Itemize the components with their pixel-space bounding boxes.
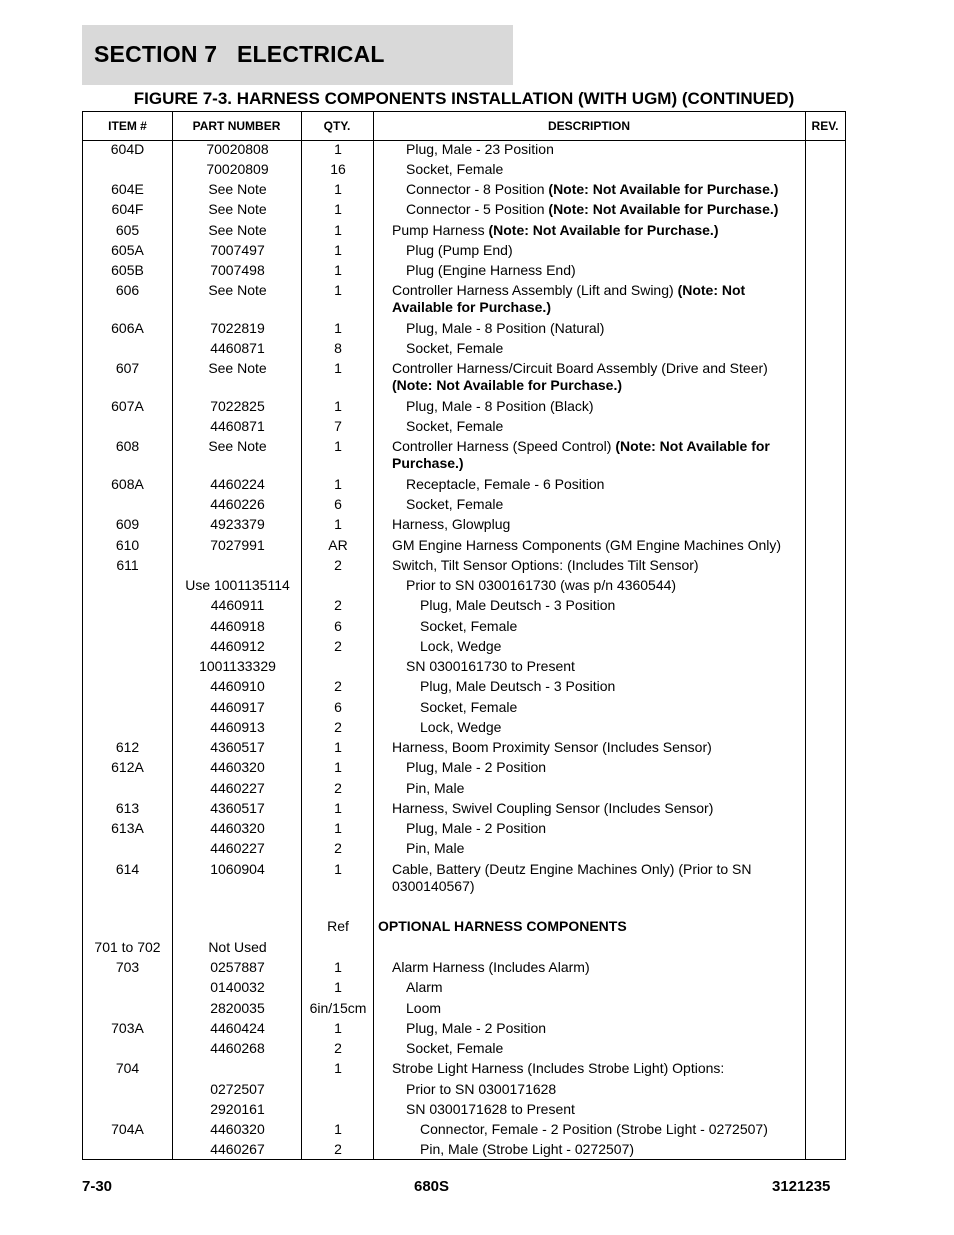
description-text: Socket, Female: [406, 418, 504, 434]
quantity: 1: [334, 1121, 342, 1137]
quantity: 1: [334, 516, 342, 532]
item-number: 703A: [111, 1020, 144, 1036]
quantity: 6: [334, 699, 342, 715]
part-number: Not Used: [208, 939, 267, 955]
description-text: SN 0300171628 to Present: [406, 1101, 575, 1117]
item-number: 701 to 702: [94, 939, 161, 955]
description: [374, 320, 794, 337]
part-number: 2820035: [210, 1000, 265, 1016]
description: [374, 597, 794, 614]
description: [374, 577, 794, 594]
part-number: 4460917: [210, 699, 265, 715]
description: [374, 557, 794, 574]
document-number: 3121235: [772, 1178, 831, 1195]
quantity: 1: [334, 222, 342, 238]
description-note: (Note: Not Available for Purchase.): [548, 201, 779, 217]
quantity: 2: [334, 678, 342, 694]
description-text: Pin, Male (Strobe Light - 0272507): [420, 1141, 635, 1157]
part-number: 1060904: [210, 861, 265, 877]
description: [374, 1040, 794, 1057]
description-text: Prior to SN 0300161730 (was p/n 4360544): [406, 577, 677, 593]
item-number: 704: [115, 1060, 140, 1076]
item-number: 607: [115, 360, 140, 376]
description: [374, 918, 794, 935]
description-text: Receptacle, Female - 6 Position: [406, 476, 605, 492]
quantity: 1: [334, 820, 342, 836]
description-text: Harness, Swivel Coupling Sensor (Includes Sensor): [392, 800, 714, 816]
description-text: Plug (Pump End): [406, 242, 513, 258]
description: [374, 780, 794, 797]
description-text: Harness, Boom Proximity Sensor (Includes Sensor): [392, 739, 712, 755]
part-number: See Note: [208, 222, 267, 238]
quantity: 1: [334, 398, 342, 414]
quantity: 1: [334, 861, 342, 877]
description: [374, 1060, 794, 1077]
quantity: 1: [334, 476, 342, 492]
description: [374, 820, 794, 837]
description-text: Pump Harness: [392, 222, 489, 238]
description-text: Plug, Male - 8 Position (Natural): [406, 320, 605, 336]
item-number: 610: [115, 537, 140, 553]
description: [374, 699, 794, 716]
description: [374, 800, 794, 817]
part-number: 4460871: [210, 418, 265, 434]
section-title: SECTION 7 ELECTRICAL: [94, 41, 385, 67]
description-note: (Note: Not Available for Purchase.): [488, 222, 719, 238]
part-number: 70020809: [206, 161, 269, 177]
quantity: 8: [334, 340, 342, 356]
item-number: 614: [115, 861, 140, 877]
description-text: Loom: [406, 1000, 442, 1016]
part-number: 4460227: [210, 780, 265, 796]
quantity: 2: [334, 557, 342, 573]
description-text: Cable, Battery (Deutz Engine Machines Only) (Prior to SN 0300140567): [392, 861, 752, 894]
part-number: 4460910: [210, 678, 265, 694]
description-text: Connector, Female - 2 Position (Strobe Light - 0272507): [420, 1121, 768, 1137]
quantity: 1: [334, 242, 342, 258]
model-number: 680S: [414, 1178, 450, 1195]
part-number: 4460320: [210, 759, 265, 775]
description: [374, 1000, 794, 1017]
part-number: 7022825: [210, 398, 265, 414]
description-note: (Note: Not Available for Purchase.): [392, 438, 770, 471]
quantity: 6: [334, 618, 342, 634]
description-text: Switch, Tilt Sensor Options: (Includes Tilt Sensor): [392, 557, 699, 573]
part-number: 7027991: [210, 537, 265, 553]
description: [374, 1101, 794, 1118]
part-number: 7007498: [210, 262, 265, 278]
part-number: 0140032: [210, 979, 265, 995]
description: [374, 1081, 794, 1098]
part-number: 4460424: [210, 1020, 265, 1036]
quantity: 2: [334, 1141, 342, 1157]
quantity: 1: [334, 739, 342, 755]
item-number: 612: [115, 739, 140, 755]
parts-table: [82, 111, 846, 1160]
item-number: 604F: [111, 201, 144, 217]
quantity: 2: [334, 638, 342, 654]
item-number: 613A: [111, 820, 144, 836]
description: [374, 222, 794, 239]
description-text: Lock, Wedge: [420, 719, 502, 735]
part-number: 4460912: [210, 638, 265, 654]
item-number: 605A: [111, 242, 144, 258]
page-number: 7-30: [82, 1178, 113, 1195]
description-text: Connector - 8 Position: [406, 181, 549, 197]
quantity: 1: [334, 360, 342, 376]
description: [374, 1141, 794, 1158]
description: [374, 242, 794, 259]
quantity: 1: [334, 438, 342, 454]
description-text: Socket, Female: [406, 496, 504, 512]
section-header: [82, 25, 513, 85]
part-number: See Note: [208, 282, 267, 298]
quantity: 6in/15cm: [309, 1000, 367, 1016]
description-text: Alarm Harness (Includes Alarm): [392, 959, 590, 975]
description: [374, 181, 794, 198]
quantity: 1: [334, 959, 342, 975]
description: [374, 201, 794, 218]
part-number: 0257887: [210, 959, 265, 975]
part-number: 7022819: [210, 320, 265, 336]
description: [374, 161, 794, 178]
quantity: 2: [334, 840, 342, 856]
description-text: Socket, Female: [406, 1040, 504, 1056]
item-number: 604E: [111, 181, 144, 197]
description: [374, 678, 794, 695]
header-description: DESCRIPTION: [547, 119, 630, 133]
description-text: Socket, Female: [420, 618, 518, 634]
part-number: 70020808: [206, 141, 269, 157]
description: [374, 739, 794, 756]
part-number: 4460911: [210, 597, 265, 613]
description: [374, 496, 794, 513]
quantity: 1: [334, 201, 342, 217]
figure-title: FIGURE 7-3. HARNESS COMPONENTS INSTALLATION (WITH UGM) (CONTINUED): [133, 89, 795, 108]
description: [374, 438, 794, 472]
part-number: 7007497: [210, 242, 265, 258]
part-number: 4460913: [210, 719, 265, 735]
part-number: 4460267: [210, 1141, 265, 1157]
description: [374, 340, 794, 357]
quantity: 2: [334, 1040, 342, 1056]
description-note: (Note: Not Available for Purchase.): [392, 282, 746, 315]
description-text: Socket, Female: [420, 699, 518, 715]
part-number: 1001133329: [199, 658, 276, 674]
description-note: (Note: Not Available for Purchase.): [548, 181, 779, 197]
part-number: 4923379: [210, 516, 265, 532]
description: [374, 759, 794, 776]
quantity: 2: [334, 719, 342, 735]
item-number: 607A: [111, 398, 144, 414]
description-text: Plug, Male - 8 Position (Black): [406, 398, 594, 414]
description-text: Plug, Male Deutsch - 3 Position: [420, 597, 616, 613]
quantity: 1: [334, 262, 342, 278]
quantity: 2: [334, 780, 342, 796]
description: [374, 537, 794, 554]
part-number: 4460227: [210, 840, 265, 856]
quantity: 1: [334, 800, 342, 816]
part-number: 4360517: [210, 800, 265, 816]
item-number: 608A: [111, 476, 144, 492]
part-number: See Note: [208, 201, 267, 217]
description-text: Socket, Female: [406, 161, 504, 177]
description: [374, 861, 794, 895]
part-number: 0272507: [210, 1081, 265, 1097]
part-number: 4460268: [210, 1040, 265, 1056]
description-text: Socket, Female: [406, 340, 504, 356]
item-number: 613: [115, 800, 140, 816]
description-text: Pin, Male: [406, 840, 465, 856]
part-number: 4460871: [210, 340, 265, 356]
description-text: GM Engine Harness Components (GM Engine Machines Only): [392, 537, 782, 553]
description: [374, 398, 794, 415]
item-number: 604D: [110, 141, 145, 157]
header-item: ITEM #: [108, 119, 147, 133]
part-number: 4460226: [210, 496, 265, 512]
item-number: 703: [115, 959, 140, 975]
description-text: Controller Harness Assembly (Lift and Swing): [392, 282, 678, 298]
header-part-number: PART NUMBER: [192, 119, 281, 133]
description: [374, 719, 794, 736]
part-number: 4360517: [210, 739, 265, 755]
part-number: See Note: [208, 181, 267, 197]
header-rev: REV.: [811, 119, 839, 133]
quantity: 7: [334, 418, 342, 434]
description-text: Lock, Wedge: [420, 638, 502, 654]
quantity: 1: [334, 282, 342, 298]
description-text: Alarm: [406, 979, 443, 995]
part-number: See Note: [208, 438, 267, 454]
item-number: 611: [116, 557, 139, 573]
description: [374, 476, 794, 493]
quantity: 16: [330, 161, 346, 177]
part-number: 4460224: [210, 476, 265, 492]
quantity: 1: [334, 1020, 342, 1036]
part-number: 4460320: [210, 820, 265, 836]
quantity: 2: [334, 597, 342, 613]
part-number: 2920161: [210, 1101, 265, 1117]
description: [374, 840, 794, 857]
quantity: 1: [334, 1060, 342, 1076]
description-text: SN 0300161730 to Present: [406, 658, 575, 674]
description-text: Plug, Male - 23 Position: [406, 141, 554, 157]
description: [374, 141, 794, 158]
header-qty: QTY.: [323, 119, 351, 133]
part-number: Use 1001135114: [185, 577, 290, 593]
part-number: See Note: [208, 360, 267, 376]
quantity: 6: [334, 496, 342, 512]
description-text: Controller Harness (Speed Control): [392, 438, 616, 454]
description-text: Plug, Male - 2 Position: [406, 759, 547, 775]
description-text: Prior to SN 0300171628: [406, 1081, 557, 1097]
part-number: 4460918: [210, 618, 265, 634]
quantity: AR: [328, 537, 348, 553]
description: [374, 658, 794, 675]
description-text: Pin, Male: [406, 780, 465, 796]
part-number: 4460320: [210, 1121, 265, 1137]
quantity: 1: [334, 141, 342, 157]
description-text: Connector - 5 Position: [406, 201, 549, 217]
description-text: Plug (Engine Harness End): [406, 262, 576, 278]
description: [374, 979, 794, 996]
description: [374, 1121, 794, 1138]
description-text: Plug, Male - 2 Position: [406, 820, 547, 836]
quantity: Ref: [327, 918, 349, 934]
description: [374, 360, 794, 394]
item-number: 605: [115, 222, 140, 238]
description-text: Harness, Glowplug: [392, 516, 511, 532]
description: [374, 262, 794, 279]
item-number: 606A: [111, 320, 144, 336]
description: [374, 516, 794, 533]
quantity: 1: [334, 759, 342, 775]
description: [374, 418, 794, 435]
item-number: 609: [115, 516, 140, 532]
description-text: Controller Harness/Circuit Board Assembly (Drive and Steer): [392, 360, 768, 376]
item-number: 605B: [111, 262, 144, 278]
description-text: Strobe Light Harness (Includes Strobe Light) Options:: [392, 1060, 725, 1076]
description: [374, 282, 794, 316]
description-text: Plug, Male Deutsch - 3 Position: [420, 678, 616, 694]
item-number: 608: [115, 438, 140, 454]
description: [374, 959, 794, 976]
description: [374, 618, 794, 635]
item-number: 612A: [111, 759, 144, 775]
description-note: (Note: Not Available for Purchase.): [392, 377, 623, 393]
description-text: Plug, Male - 2 Position: [406, 1020, 547, 1036]
quantity: 1: [334, 979, 342, 995]
item-number: 704A: [111, 1121, 144, 1137]
quantity: 1: [334, 181, 342, 197]
description: [374, 638, 794, 655]
description-note: OPTIONAL HARNESS COMPONENTS: [378, 918, 627, 934]
quantity: 1: [334, 320, 342, 336]
description: [374, 1020, 794, 1037]
item-number: 606: [115, 282, 140, 298]
